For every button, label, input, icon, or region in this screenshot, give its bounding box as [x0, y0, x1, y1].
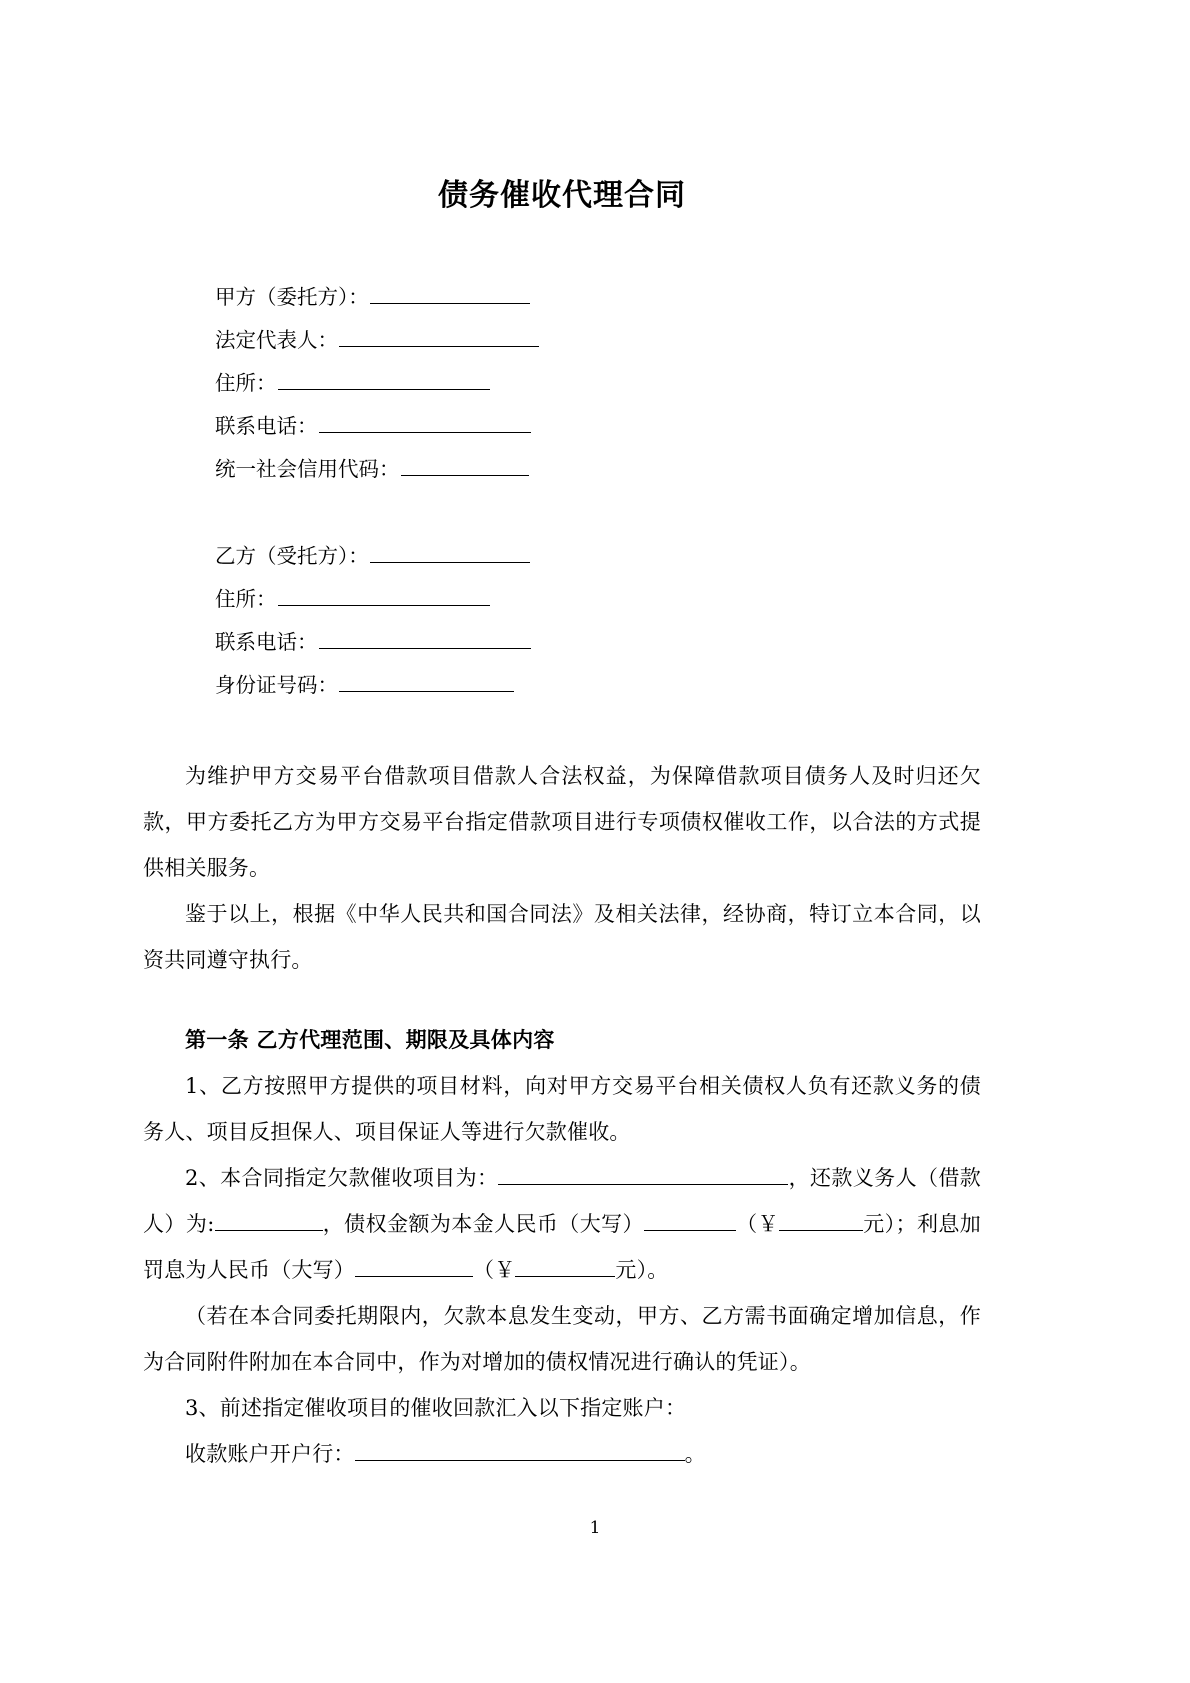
- fill-in-blank[interactable]: [278, 586, 490, 606]
- page-number: 1: [589, 1518, 601, 1538]
- item-2-segment: ，还款义务人（借款人）为:: [143, 1166, 981, 1236]
- field-party-b-phone: [215, 621, 981, 664]
- field-party-a-address: [215, 362, 981, 405]
- field-label: 联系电话：: [215, 414, 318, 438]
- field-label: 联系电话：: [215, 630, 318, 654]
- item-2-segment: 元）。: [615, 1258, 669, 1282]
- account-bank-tail: 。: [684, 1442, 706, 1466]
- document-content: [143, 0, 981, 1477]
- preamble-section: [143, 753, 981, 983]
- preamble-paragraph-2: 鉴于以上，根据《中华人民共和国合同法》及相关法律，经协商，特订立本合同，以资共同遵守执行。: [143, 902, 981, 972]
- field-label: 住所：: [215, 371, 277, 395]
- field-label: 统一社会信用代码：: [215, 457, 400, 481]
- field-party-a-name: [215, 276, 981, 319]
- preamble-paragraph-1: 为维护甲方交易平台借款项目借款人合法权益，为保障借款项目债务人及时归还欠款，甲方委托乙方为甲方交易平台指定借款项目进行专项债权催收工作，以合法的方式提供相关服务。: [143, 764, 981, 880]
- fill-in-blank[interactable]: [515, 1256, 615, 1277]
- item-2-segment: ，债权金额为本金人民币（大写）: [322, 1212, 644, 1236]
- item-2-segment: （￥: [735, 1212, 780, 1236]
- fill-in-blank[interactable]: [370, 543, 530, 563]
- field-label: 身份证号码：: [215, 673, 338, 697]
- fill-in-blank[interactable]: [355, 1440, 685, 1461]
- account-bank-label: 收款账户开户行：: [185, 1442, 355, 1466]
- fill-in-blank[interactable]: [339, 327, 539, 347]
- item-2-segment: 2、本合同指定欠款催收项目为：: [185, 1166, 499, 1190]
- article-one-item-3-account: [143, 1431, 981, 1477]
- fill-in-blank[interactable]: [278, 370, 490, 390]
- field-party-a-phone: [215, 405, 981, 448]
- field-label: 乙方（受托方）：: [215, 544, 369, 568]
- fill-in-blank[interactable]: [319, 413, 531, 433]
- article-one-item-1: 1、乙方按照甲方提供的项目材料，向对甲方交易平台相关债权人负有还款义务的债务人、项目反担保人、项目保证人等进行欠款催收。: [143, 1074, 981, 1144]
- field-party-b-id-number: [215, 664, 981, 707]
- fill-in-blank[interactable]: [779, 1210, 863, 1231]
- fill-in-blank[interactable]: [355, 1256, 473, 1277]
- fill-in-blank[interactable]: [401, 456, 529, 476]
- field-party-b-name: [215, 535, 981, 578]
- field-party-a-credit-code: [215, 448, 981, 491]
- field-label: 甲方（委托方）：: [215, 285, 369, 309]
- fill-in-blank[interactable]: [339, 672, 514, 692]
- fill-in-blank[interactable]: [215, 1210, 323, 1231]
- field-party-a-legal-rep: [215, 319, 981, 362]
- field-party-b-address: [215, 578, 981, 621]
- article-one-item-3: 3、前述指定催收项目的催收回款汇入以下指定账户：: [185, 1396, 687, 1420]
- item-2-segment: （￥: [473, 1258, 516, 1282]
- page-title: 债务催收代理合同: [438, 178, 686, 213]
- article-one-item-2-note: （若在本合同委托期限内，欠款本息发生变动，甲方、乙方需书面确定增加信息，作为合同附件附加在本合同中，作为对增加的债权情况进行确认的凭证）。: [143, 1304, 981, 1374]
- field-label: 住所：: [215, 587, 277, 611]
- fill-in-blank[interactable]: [319, 629, 531, 649]
- field-label: 法定代表人：: [215, 328, 338, 352]
- party-a-block: [143, 276, 981, 491]
- fill-in-blank[interactable]: [644, 1210, 736, 1231]
- party-b-block: [143, 535, 981, 707]
- fill-in-blank[interactable]: [370, 284, 530, 304]
- article-one-item-2: [143, 1155, 981, 1293]
- article-one-heading: 第一条 乙方代理范围、期限及具体内容: [185, 1028, 555, 1052]
- item-2-segment: 元）；利息加罚息为人民币（大写）: [143, 1212, 982, 1282]
- fill-in-blank[interactable]: [498, 1164, 788, 1185]
